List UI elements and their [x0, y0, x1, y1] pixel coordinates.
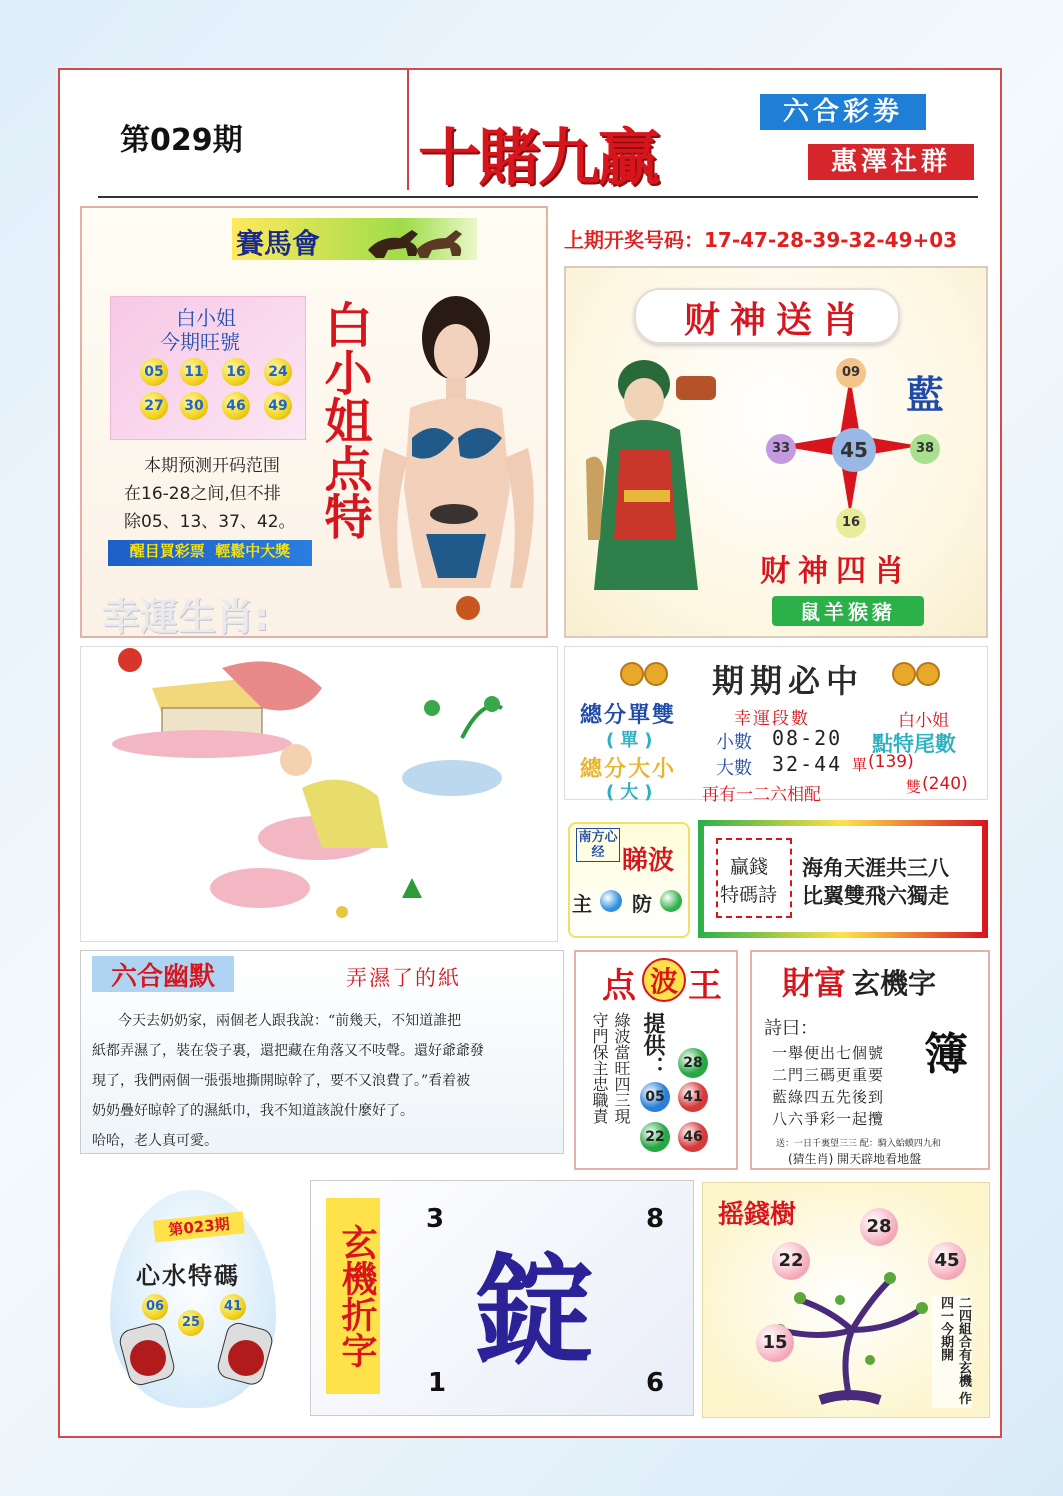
caishen-title: 财神送肖	[684, 299, 869, 341]
single-tail-label: 單	[852, 756, 868, 774]
logo-text: 十賭九贏	[418, 121, 659, 194]
total-odd-value: (單)	[606, 730, 659, 751]
compass-ball-right: 38	[910, 434, 940, 464]
last-draw: 上期开奖号码：17-47-28-39-32-49+03	[564, 228, 958, 252]
prediction-line: 除05、13、37、42。	[124, 512, 296, 532]
single-tail-value: (139)	[868, 752, 914, 772]
money-tree-ball: 45	[928, 1242, 966, 1280]
lucky-number-ball: 16	[222, 358, 250, 386]
guard-color-ball	[660, 890, 682, 912]
double-tail-label: 雙	[906, 778, 922, 796]
gold-coin-icon	[892, 662, 916, 686]
poem-label-1: 贏錢	[730, 856, 769, 878]
issue-number: 第029期	[120, 123, 243, 158]
xuanji-line: 藍綠四五先後到	[772, 1088, 885, 1106]
chaizi-corner-tl: 3	[426, 1204, 445, 1234]
dianbo-title-1: 点	[602, 966, 636, 1006]
guard-label: 防	[632, 892, 652, 916]
model-photo	[360, 288, 550, 638]
badge-lottery: 六合彩劵	[760, 94, 926, 130]
caishen-four-title: 财神四肖	[760, 554, 912, 589]
dianbo-col-1: 守門保主忠職責	[590, 1012, 609, 1124]
tail-number-title: 點特尾數	[872, 731, 956, 756]
xuanji-note: 送：一日千裏望三三 配：騎入蛤蟆四九和	[776, 1139, 941, 1149]
wave-number-ball: 05	[640, 1082, 670, 1112]
compass-ball-bottom: 16	[836, 508, 866, 538]
south-title: 睇波	[622, 846, 675, 876]
header-divider	[407, 70, 409, 190]
dianbo-title-3: 王	[688, 966, 722, 1006]
humor-story	[92, 1006, 554, 1156]
compass-ball-left: 33	[766, 434, 796, 464]
small-range-value: 08-20	[772, 726, 843, 750]
caishen-figure	[580, 340, 730, 620]
poem-line-2: 比翼雙飛六獨走	[802, 884, 949, 908]
money-tree-title: 摇錢樹	[718, 1200, 797, 1230]
boxing-gloves-icon	[118, 1322, 278, 1392]
miss-bai-card-title-1: 白小姐	[176, 306, 236, 330]
wave-number-ball: 41	[678, 1082, 708, 1112]
lucky-color: 藍	[906, 372, 945, 417]
xuanji-poem-title: 詩曰：	[764, 1018, 818, 1039]
lucky-range-title: 幸運段數	[734, 709, 810, 729]
prediction-line: 在16-28之间,但不排	[124, 484, 281, 504]
money-tree-ball: 28	[860, 1208, 898, 1246]
lucky-number-ball: 49	[264, 392, 292, 420]
gold-coin-icon	[620, 662, 644, 686]
main-label: 主	[572, 892, 592, 916]
xuanji-title-2: 玄機字	[852, 967, 937, 1000]
xinshui-title: 心水特碼	[136, 1261, 240, 1290]
xuanji-big-char: 簿	[924, 1029, 968, 1080]
badge-community: 惠澤社群	[808, 144, 974, 180]
dianbo-provide: 提供：	[640, 1012, 666, 1078]
poem-label-2: 特碼詩	[720, 884, 778, 906]
total-big-value: (大)	[606, 782, 659, 803]
money-tree-icon	[740, 1220, 960, 1410]
money-tree-side-text: 二四組合有玄機 作四一今期開	[932, 1296, 972, 1408]
lucky-number-ball: 46	[222, 392, 250, 420]
prediction-text	[124, 452, 296, 536]
xinshui-number-ball: 41	[220, 1294, 246, 1320]
chaizi-corner-tr: 8	[646, 1204, 665, 1234]
chaizi-corner-bl: 1	[428, 1368, 447, 1398]
money-tree-ball: 22	[772, 1242, 810, 1280]
xinshui-number-ball: 06	[142, 1294, 168, 1320]
xuanji-poem	[772, 1042, 884, 1130]
qiqi-title: 期期必中	[712, 662, 865, 700]
chaizi-big-char: 錠	[474, 1241, 594, 1382]
story-line: 今天去奶奶家，兩個老人跟我說：“前幾天，不知道誰把	[118, 1013, 462, 1029]
lucky-number-ball: 30	[180, 392, 208, 420]
south-badge: 南方心经	[576, 828, 620, 862]
chaizi-corner-br: 6	[646, 1368, 665, 1398]
xuanji-line: 二門三碼更重要	[772, 1066, 885, 1084]
cartoon-illustration	[82, 648, 556, 940]
extra-combo: 再有一二六相配	[702, 785, 821, 805]
xuanji-line: 八六爭彩一起攬	[772, 1110, 885, 1128]
gold-coin-icon	[916, 662, 940, 686]
big-range-value: 32-44	[772, 752, 843, 776]
lucky-zodiac-label: 幸運生肖:	[102, 595, 270, 639]
lucky-number-ball: 24	[264, 358, 292, 386]
slogan-banner: 醒目買彩票 輕鬆中大獎	[108, 540, 312, 566]
story-line: 紙都弄濕了，裝在袋子裏，還把藏在角落又不吱聲。還好爺爺發	[92, 1043, 484, 1059]
wave-number-ball: 22	[640, 1122, 670, 1152]
lucky-number-ball: 27	[140, 392, 168, 420]
xuanji-line: 一舉便出七個號	[772, 1044, 885, 1062]
dianbo-title-2: 波	[642, 958, 686, 1002]
story-line: 哈哈，老人真可愛。	[92, 1133, 218, 1149]
story-line: 奶奶疊好晾幹了的濕紙巾，我不知道該說什麼好了。	[92, 1103, 414, 1119]
horse-title: 賽馬會	[236, 227, 321, 260]
xinshui-number-ball: 25	[178, 1310, 204, 1336]
gold-coin-icon	[644, 662, 668, 686]
wave-number-ball: 28	[678, 1048, 708, 1078]
bai-tail-title: 白小姐	[898, 711, 949, 731]
xinshui-ribbon: 第023期	[153, 1211, 245, 1242]
story-line: 現了，我們兩個一張張地撕開晾幹了，要不又浪費了。”看着被	[92, 1073, 471, 1089]
xuanji-title-1: 財富	[782, 964, 847, 1002]
big-range-label: 大數	[716, 758, 752, 779]
prediction-line: 本期预测开码范围	[144, 456, 280, 476]
xuanji-footer: (猜生肖) 開天辟地看地盤	[788, 1152, 922, 1166]
miss-bai-card-title-2: 今期旺號	[160, 330, 240, 354]
compass-ball-center: 45	[832, 428, 876, 472]
humor-title: 六合幽默	[92, 956, 234, 992]
compass-ball-top: 09	[836, 358, 866, 388]
miss-bai-vertical-title: 白小姐点特	[316, 300, 372, 540]
horse-racing-icon	[360, 216, 470, 262]
main-color-ball	[600, 890, 622, 912]
chaizi-title: 玄機折字	[326, 1198, 380, 1394]
lucky-number-ball: 05	[140, 358, 168, 386]
humor-subtitle: 弄濕了的紙	[346, 966, 461, 990]
lucky-number-ball: 11	[180, 358, 208, 386]
double-tail-value: (240)	[922, 774, 968, 794]
total-odd-even-label: 總分單雙	[580, 702, 677, 728]
poem-line-1: 海角天涯共三八	[802, 856, 949, 880]
total-big-small-label: 總分大小	[580, 756, 677, 782]
small-range-label: 小數	[716, 732, 752, 753]
money-tree-ball: 15	[756, 1324, 794, 1362]
caishen-four-zodiac: 鼠羊猴豬	[772, 596, 924, 626]
wave-number-ball: 46	[678, 1122, 708, 1152]
dianbo-col-2: 綠波當旺四三現	[612, 1012, 631, 1124]
